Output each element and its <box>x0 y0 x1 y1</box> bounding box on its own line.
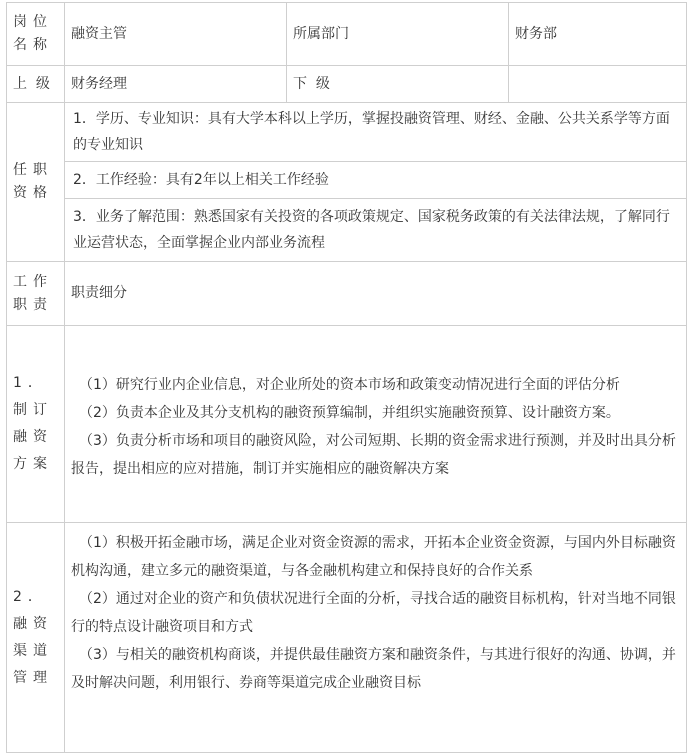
dept-label: 所属部门 <box>287 3 509 66</box>
row-qualification-2 <box>7 162 687 199</box>
job-description-table <box>6 2 687 753</box>
qualification-item: 2．工作经验：具有2年以上相关工作经验 <box>65 162 687 199</box>
duty-1-item: （3）负责分析市场和项目的融资风险，对公司短期、长期的资金需求进行预测，并及时出具分析报告，提出相应的应对措施，制订并实施相应的融资解决方案 <box>71 433 676 477</box>
duty-header-label: 工作职责 <box>7 262 65 326</box>
row-duty-header <box>7 262 687 326</box>
duty-1-label: 1．制订融资方案 <box>7 326 65 523</box>
dept-value: 财务部 <box>509 3 687 66</box>
superior-value: 财务经理 <box>65 66 287 103</box>
row-qualification-3 <box>7 199 687 262</box>
superior-label: 上 级 <box>7 66 65 103</box>
row-duty-2 <box>7 523 687 753</box>
duty-1-content <box>65 326 687 523</box>
position-label: 岗位名称 <box>7 3 65 66</box>
row-duty-1 <box>7 326 687 523</box>
duty-1-item: （1）研究行业内企业信息，对企业所处的资本市场和政策变动情况进行全面的评估分析 <box>79 377 620 393</box>
duty-2-item: （3）与相关的融资机构商谈，并提供最佳融资方案和融资条件，与其进行很好的沟通、协调，并及时解决问题，利用银行、券商等渠道完成企业融资目标 <box>71 647 676 691</box>
row-superior <box>7 66 687 103</box>
duty-1-item: （2）负责本企业及其分支机构的融资预算编制，并组织实施融资预算、设计融资方案。 <box>79 405 620 421</box>
duty-detail-header: 职责细分 <box>65 262 687 326</box>
duty-2-label: 2．融资渠道管理 <box>7 523 65 753</box>
duty-2-item: （1）积极开拓金融市场，满足企业对资金资源的需求，开拓本企业资金资源，与国内外目标融资机构沟通，建立多元的融资渠道，与各金融机构建立和保持良好的合作关系 <box>71 535 676 579</box>
duty-2-content <box>65 523 687 753</box>
qualification-item: 3．业务了解范围：熟悉国家有关投资的各项政策规定、国家税务政策的有关法律法规，了解同行业运营状态，全面掌握企业内部业务流程 <box>65 199 687 262</box>
qualification-label: 任职资格 <box>7 103 65 262</box>
qualification-item: 1．学历、专业知识：具有大学本科以上学历，掌握投融资管理、财经、金融、公共关系学等方面的专业知识 <box>65 103 687 162</box>
row-qualification-1 <box>7 103 687 162</box>
subordinate-value <box>509 66 687 103</box>
row-position <box>7 3 687 66</box>
subordinate-label: 下 级 <box>287 66 509 103</box>
duty-2-item: （2）通过对企业的资产和负债状况进行全面的分析，寻找合适的融资目标机构，针对当地不同银行的特点设计融资项目和方式 <box>71 591 676 635</box>
position-title: 融资主管 <box>65 3 287 66</box>
